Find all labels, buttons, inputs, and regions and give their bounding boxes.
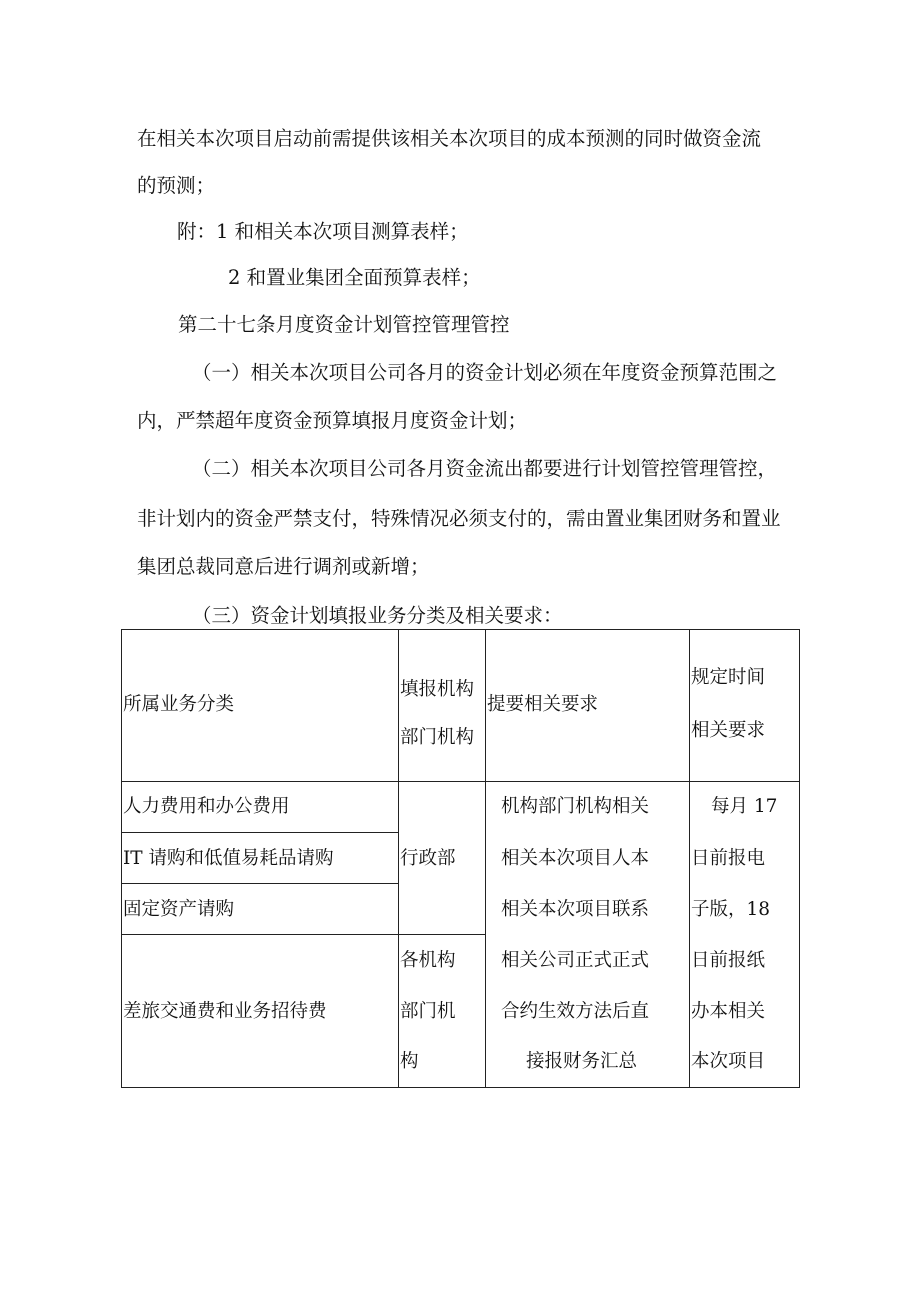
time-line: 日前报电	[691, 848, 766, 869]
paragraph-line: 在相关本次项目启动前需提供该相关本次项目的成本预测的同时做资金流	[137, 127, 762, 150]
table-border	[121, 883, 398, 884]
header-category: 所属业务分类	[123, 694, 235, 715]
attachment-line-2: 2 和置业集团全面预算表样；	[228, 266, 481, 289]
fund-plan-table	[121, 629, 800, 1088]
paragraph-line: 集团总裁同意后进行调剂或新增；	[137, 555, 430, 578]
table-border	[121, 629, 122, 1088]
table-border	[485, 629, 486, 1088]
requirement-line: 相关公司正式正式	[501, 950, 650, 971]
requirement-line: 相关本次项目人本	[501, 848, 650, 869]
unit-each-line: 各机构	[400, 950, 456, 971]
header-time-line1: 规定时间	[691, 667, 766, 688]
table-border	[121, 934, 485, 935]
row-category: 人力费用和办公费用	[123, 796, 290, 817]
unit-admin: 行政部	[400, 848, 456, 869]
unit-each-line: 构	[400, 1051, 419, 1072]
time-line: 日前报纸	[691, 950, 766, 971]
paragraph-line: 内，严禁超年度资金预算填报月度资金计划；	[137, 409, 528, 432]
header-time-line2: 相关要求	[691, 720, 766, 741]
header-requirement: 提要相关要求	[487, 694, 599, 715]
time-line: 本次项目	[691, 1051, 766, 1072]
header-unit-line2: 部门机构	[400, 727, 475, 748]
attachment-line-1: 附：1 和相关本次项目测算表样；	[177, 220, 469, 243]
table-border	[121, 1087, 800, 1088]
row-category: 差旅交通费和业务招待费	[123, 1001, 327, 1022]
requirement-line: 接报财务汇总	[526, 1051, 638, 1072]
paragraph-line: 的预测；	[137, 174, 216, 197]
requirement-line: 机构部门机构相关	[501, 796, 650, 817]
table-border	[121, 781, 800, 782]
table-border	[398, 629, 399, 1088]
table-border	[121, 832, 398, 833]
header-unit-line1: 填报机构	[400, 679, 475, 700]
paragraph-line: 非计划内的资金严禁支付，特殊情况必须支付的，需由置业集团财务和置业	[137, 507, 781, 530]
paragraph-line: （一）相关本次项目公司各月的资金计划必须在年度资金预算范围之	[192, 361, 778, 384]
paragraph-line: （二）相关本次项目公司各月资金流出都要进行计划管控管理管控，	[192, 457, 778, 480]
time-line: 子版，18	[691, 899, 771, 920]
table-border	[799, 629, 800, 1088]
time-line: 办本相关	[691, 1001, 766, 1022]
table-border	[121, 629, 800, 630]
row-category: 固定资产请购	[123, 899, 235, 920]
requirement-line: 相关本次项目联系	[501, 899, 650, 920]
time-line: 每月 17	[711, 796, 778, 817]
table-border	[689, 629, 690, 1088]
row-category: IT 请购和低值易耗品请购	[123, 848, 334, 869]
table-caption: （三）资金计划填报业务分类及相关要求：	[192, 604, 563, 627]
article-heading: 第二十七条月度资金计划管控管理管控	[178, 313, 510, 336]
requirement-line: 合约生效方法后直	[501, 1001, 650, 1022]
unit-each-line: 部门机	[400, 1001, 456, 1022]
